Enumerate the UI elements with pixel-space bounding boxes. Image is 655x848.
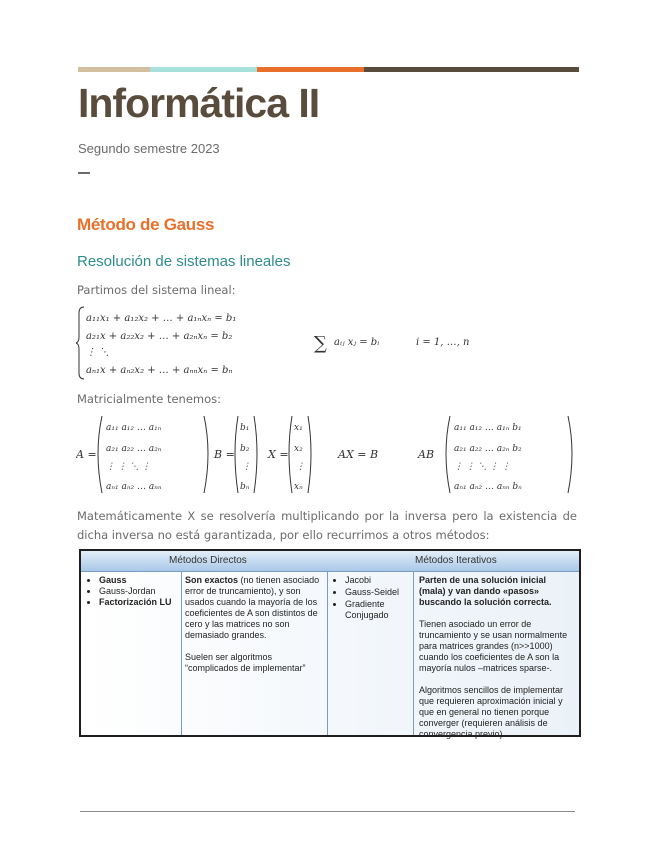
column-divider-1 — [181, 571, 182, 735]
svg-text:⋮ ⋮ ⋱ ⋮ ⋮: ⋮ ⋮ ⋱ ⋮ ⋮ — [454, 462, 511, 472]
document-subtitle: Segundo semestre 2023 — [78, 141, 220, 156]
svg-text:⋮: ⋮ — [296, 462, 305, 472]
matrix-intro-text: Matricialmente tenemos: — [77, 392, 222, 406]
sum-expression: aᵢⱼ xⱼ = bᵢ — [334, 337, 380, 348]
methods-table — [79, 549, 581, 737]
system-row-1: a₁₁x₁ + a₁₂x₂ + … + a₁ₙxₙ = b₁ — [86, 313, 237, 324]
title-divider — [78, 172, 90, 174]
matrix-a-label: A = — [76, 448, 97, 461]
system-row-3: ⋮ ⋱ — [86, 347, 110, 358]
matrix-x-label: X = — [268, 448, 289, 461]
svg-text:b₂: b₂ — [240, 444, 250, 454]
iter-desc-bold: Parten de una solución inicial (mala) y van dando «pasos» buscando la solución correcta. — [419, 575, 552, 607]
matrix-definitions — [76, 413, 576, 498]
matrix-b-label: B = — [214, 448, 235, 461]
list-item: • Gauss-Seidel — [345, 587, 413, 598]
iter-desc: Tienen asociado un error de truncamiento y se usan normalmente para matrices grandes (n>>1000) cuando los coeficientes de A son la mayoría nulos –matrices sparse-. — [419, 619, 568, 673]
svg-text:a₁₁ a₁₂ … a₁ₙ: a₁₁ a₁₂ … a₁ₙ — [106, 423, 162, 433]
svg-text:x₁: x₁ — [294, 423, 303, 433]
section-subheading: Resolución de sistemas lineales — [77, 253, 291, 270]
svg-text:aₙ₁ aₙ₂ … aₙₙ: aₙ₁ aₙ₂ … aₙₙ — [106, 482, 162, 492]
sum-symbol: ∑ — [314, 333, 327, 354]
direct-note: Suelen ser algoritmos “complicados de implementar” — [185, 652, 306, 673]
direct-methods-list — [87, 575, 179, 608]
intro-text: Partimos del sistema lineal: — [77, 283, 236, 297]
svg-text:⋮: ⋮ — [242, 462, 251, 472]
column-divider-3 — [413, 571, 414, 735]
iterative-methods-list — [333, 575, 413, 622]
header-iterative-methods: Métodos Iterativos — [415, 555, 497, 566]
svg-text:x₂: x₂ — [294, 444, 303, 454]
header-bar-segment-2 — [150, 67, 257, 72]
iterative-methods-description — [419, 575, 575, 740]
list-item: • Jacobi — [345, 575, 413, 586]
system-row-2: a₂₁x + a₂₂x₂ + … + a₂ₙxₙ = b₂ — [86, 331, 233, 342]
augmented-label: AB — [418, 448, 435, 461]
column-divider-2 — [327, 571, 328, 735]
body-paragraph: Matemáticamente X se resolvería multiplicando por la inversa pero la existencia de dicha inversa no está garantizada, por ello recurrimos a otros métodos: — [77, 509, 577, 542]
list-item: • Gradiente Conjugado — [345, 599, 413, 621]
direct-desc: (no tienen asociado error de truncamiento), y son usados cuando la mayoría de los coeficientes de A son distintos de cero y las matrices no son demasiado grandes. — [185, 575, 320, 640]
list-item: • Gauss-Jordan — [99, 586, 179, 596]
svg-text:b₁: b₁ — [240, 423, 250, 433]
table-header-row — [81, 551, 579, 572]
header-direct-methods: Métodos Directos — [169, 555, 247, 566]
system-row-4: aₙ₁x + aₙ₂x₂ + … + aₙₙxₙ = bₙ — [86, 365, 233, 376]
footer-divider — [80, 811, 575, 812]
header-bar-segment-3 — [257, 67, 364, 72]
linear-system-equations — [76, 303, 576, 383]
svg-text:aₙ₁ aₙ₂ … aₙₙ bₙ: aₙ₁ aₙ₂ … aₙₙ bₙ — [454, 482, 522, 492]
header-bar-segment-1 — [78, 67, 150, 72]
matrix-equation: AX = B — [338, 448, 379, 461]
document-title: Informática II — [78, 80, 320, 126]
iter-note: Algoritmos sencillos de implementar que requieren aproximación inicial y que en general no tienen porque converger (requieren análisis de convergencia previo) — [419, 685, 564, 739]
header-bar-segment-4 — [364, 67, 579, 72]
direct-methods-description — [185, 575, 323, 674]
svg-text:a₂₁ a₂₂ … a₂ₙ: a₂₁ a₂₂ … a₂ₙ — [106, 444, 162, 454]
index-range: i = 1, …, n — [416, 337, 470, 348]
svg-text:bₙ: bₙ — [240, 482, 250, 492]
list-item: • Gauss — [99, 575, 179, 585]
svg-text:a₂₁ a₂₂ … a₂ₙ b₂: a₂₁ a₂₂ … a₂ₙ b₂ — [454, 444, 522, 454]
svg-text:xₙ: xₙ — [294, 482, 303, 492]
svg-text:⋮ ⋮ ⋱ ⋮: ⋮ ⋮ ⋱ ⋮ — [106, 462, 151, 472]
list-item: • Factorización LU — [99, 597, 179, 607]
direct-desc-bold: Son exactos — [185, 575, 239, 585]
section-heading: Método de Gauss — [77, 215, 215, 234]
svg-text:a₁₁ a₁₂ … a₁ₙ b₁: a₁₁ a₁₂ … a₁ₙ b₁ — [454, 423, 522, 433]
